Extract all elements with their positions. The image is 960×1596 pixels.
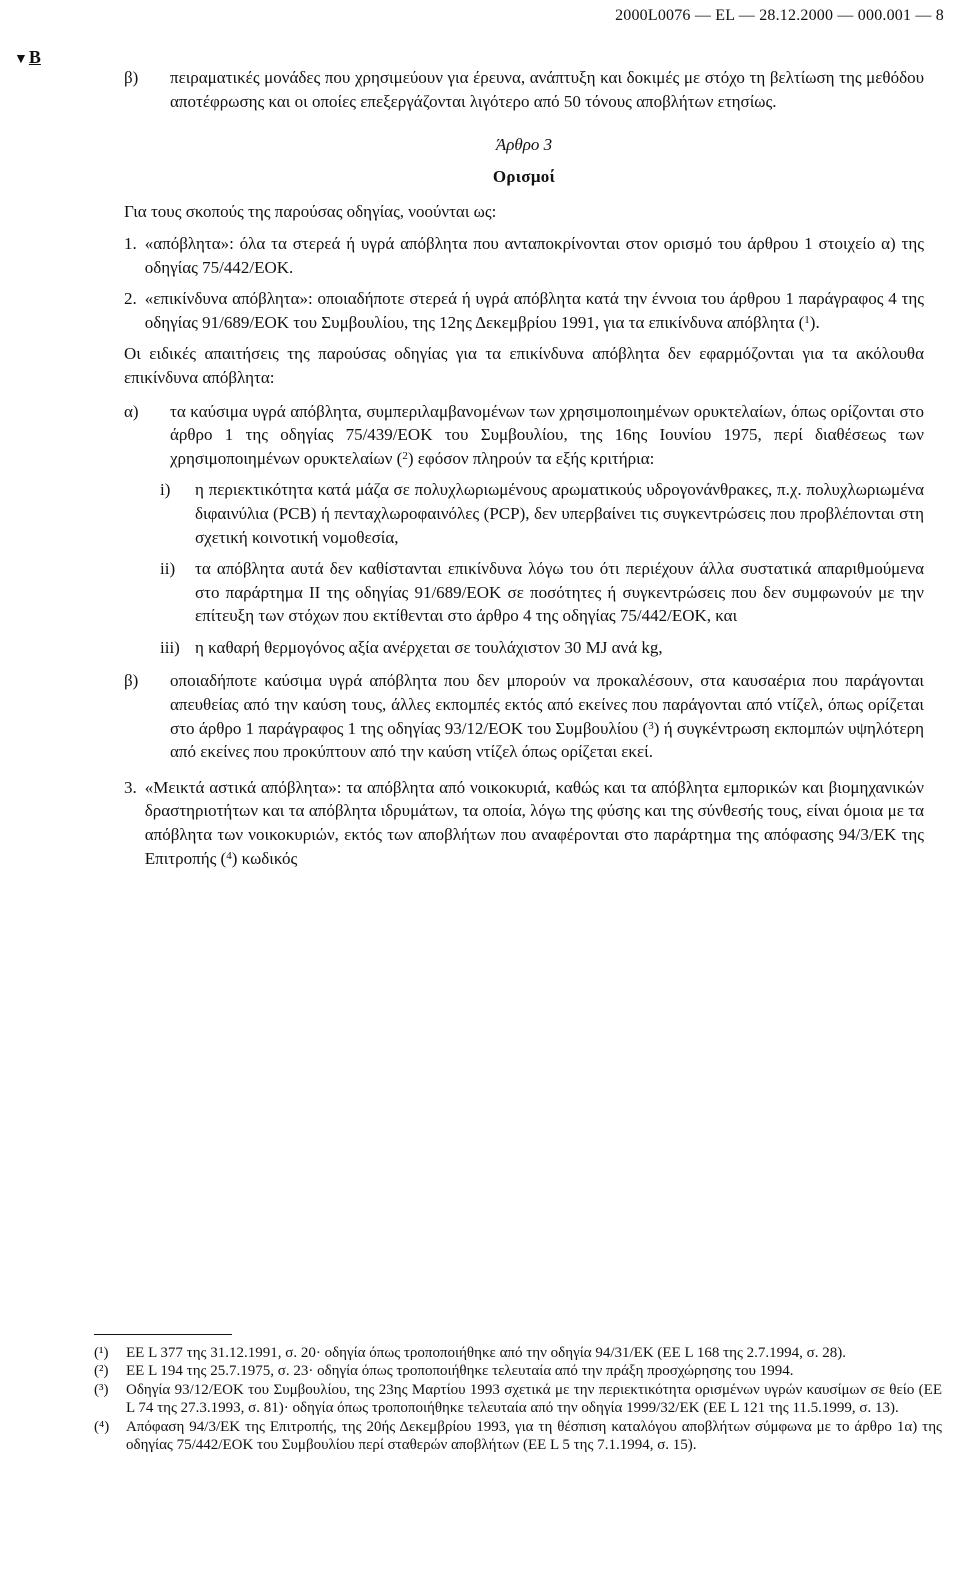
definition-number: 3. <box>124 777 137 797</box>
article-heading: Ορισμοί <box>492 166 556 186</box>
lead-paragraph: Για τους σκοπούς της παρούσας οδηγίας, νοούνται ως: <box>124 202 497 222</box>
consolidation-marker <box>14 46 41 72</box>
item-label: iii) <box>160 637 180 657</box>
item-text: πειραματικές μονάδες που χρησιμεύουν για έρευνα, ανάπτυξη και δοκιμές με στόχο τη βελτίωση της μεθόδου αποτέφρωσης και οι οποίες επεξεργάζονται λιγότερο από 50 τόνους αποβλήτων ετησίως. <box>170 68 924 111</box>
footnote-text: Οδηγία 93/12/ΕΟΚ του Συμβουλίου, της 23ης Μαρτίου 1993 σχετικά με την περιεκτικότητα ορισμένων υγρών καυσίμων σε θείο (ΕΕ L 74 της 27.3.1993, σ. 81)· οδηγία όπως τροποποιήθηκε τελευταία από την οδηγία 1999/32/ΕΚ (ΕΕ L 121 της 11.5.1999, σ. 13). <box>126 1381 942 1417</box>
definition-number: 2. <box>124 289 137 309</box>
item-label: i) <box>160 480 171 500</box>
criterion-iii <box>160 636 924 660</box>
definition-3 <box>124 776 924 870</box>
footnote-text: Απόφαση 94/3/ΕΚ της Επιτροπής, της 20ής Δεκεμβρίου 1993, για τη θέσπιση καταλόγου αποβλήτων σύμφωνα με το άρθρο 1α) της οδηγίας 75/442/ΕΟΚ του Συμβουλίου περί σταθερών αποβλήτων (ΕΕ L 5 της 7.1.1994, σ. 15). <box>126 1418 942 1454</box>
criterion-ii <box>160 557 924 628</box>
footnote-3 <box>94 1381 942 1418</box>
footnote-ref: 2 <box>402 449 408 462</box>
footnote-label: (⁴) <box>94 1418 110 1435</box>
definition-text: «επικίνδυνα απόβλητα»: οποιαδήποτε στερεά ή υγρά απόβλητα κατά την έννοια του άρθρου 1 παράγραφος 4 της οδηγίας 91/689/ΕΟΚ του Συμβουλίου, της 12ης Δεκεμβρίου 1991, για τα επικίνδυνα απόβλητα ($^1$). <box>144 289 924 332</box>
item-b-intro <box>124 66 924 113</box>
footnote-ref: 4 <box>226 849 232 862</box>
footnote-label: (³) <box>94 1381 109 1398</box>
footnote-text: ΕΕ L 194 της 25.7.1975, σ. 23· οδηγία όπως τροποποιήθηκε τελευταία από την πράξη προσχώρησης του 1994. <box>126 1363 794 1380</box>
footnote-2 <box>94 1362 942 1380</box>
document-body <box>124 66 924 870</box>
footnote-ref: 3 <box>648 719 654 732</box>
criterion-i <box>160 478 924 549</box>
item-label: β) <box>124 671 139 691</box>
article-title: Άρθρο 3 <box>495 135 553 155</box>
definition-text: «Μεικτά αστικά απόβλητα»: τα απόβλητα από νοικοκυριά, καθώς και τα απόβλητα εμπορικών και βιομηχανικών δραστηριοτήτων και τα απόβλητα ιδρυμάτων, τα οποία, λόγω της φύσης και της σύνθεσής τους, είναι όμοια με τα απόβλητα των νοικοκυριών, εκτός των αποβλήτων που αναφέρονται στο παράρτημα της απόφασης 94/3/ΕΚ της Επιτροπής ($^4$) κωδικός <box>144 777 924 868</box>
subitem-a <box>124 400 924 471</box>
definition-1 <box>124 232 924 279</box>
subitem-b <box>124 669 924 763</box>
footnotes <box>94 1344 942 1454</box>
item-text: τα απόβλητα αυτά δεν καθίστανται επικίνδυνα λόγω του ότι περιέχουν άλλα συστατικά απαριθμούμενα στο παράρτημα ΙΙ της οδηγίας 91/689/ΕΟΚ σε ποσότητες ή συγκεντρώσεις που δεν συμφωνούν με την επίτευξη των στόχων που εκτίθενται στο άρθρο 4 της οδηγίας 75/442/ΕΟΚ, και <box>195 559 924 626</box>
footnote-4 <box>94 1418 942 1455</box>
item-label: β) <box>124 68 139 87</box>
definition-number: 1. <box>124 233 137 253</box>
definition-text: «απόβλητα»: όλα τα στερεά ή υγρά απόβλητα που ανταποκρίνονται στον ορισμό του άρθρου 1 στοιχείο α) της οδηγίας 75/442/ΕΟΚ. <box>144 233 924 277</box>
definition-2 <box>124 287 924 334</box>
item-text: η καθαρή θερμογόνος αξία ανέρχεται σε τουλάχιστον 30 MJ ανά kg, <box>195 637 663 657</box>
triangle-down-icon: ▼ <box>14 52 28 67</box>
footnote-label: (²) <box>94 1363 109 1380</box>
footnote-separator <box>94 1334 232 1335</box>
definition-2-paragraph: Οι ειδικές απαιτήσεις της παρούσας οδηγίας για τα επικίνδυνα απόβλητα δεν εφαρμόζονται για τα ακόλουθα επικίνδυνα απόβλητα: <box>124 344 924 387</box>
document-header: 2000L0076 — EL — 28.12.2000 — 000.001 — 8 <box>615 7 944 24</box>
footnote-ref: 1 <box>804 313 810 326</box>
item-label: α) <box>124 401 139 421</box>
footnote-1 <box>94 1344 942 1362</box>
footnote-label: (¹) <box>94 1345 109 1361</box>
item-text: η περιεκτικότητα κατά μάζα σε πολυχλωριωμένους αρωματικούς υδρογονάνθρακες, π.χ. πολυχλωριωμένα διφαινύλια (PCB) ή πενταχλωροφαινόλες (PCP), δεν υπερβαίνει τις συγκεντρώσεις που προβλέπονται στη σχετική κοινοτική νομοθεσία, <box>195 480 924 547</box>
marker-label: B <box>28 47 41 67</box>
footnote-text: ΕΕ L 377 της 31.12.1991, σ. 20· οδηγία όπως τροποποιήθηκε από την οδηγία 94/31/ΕΚ (ΕΕ L 168 της 2.7.1994, σ. 28). <box>126 1345 846 1361</box>
item-text: τα καύσιμα υγρά απόβλητα, συμπεριλαμβανομένων των χρησιμοποιημένων ορυκτελαίων, όπως ορίζονται στο άρθρο 1 της οδηγίας 75/439/ΕΟΚ του Συμβουλίου, της 16ης Ιουνίου 1975, περί διαθέσεως των χρησιμοποιημένων ορυκτελαίων ($^2$) εφόσον πληρούν τα εξής κριτήρια: <box>170 401 924 468</box>
item-label: ii) <box>160 559 176 579</box>
item-text: οποιαδήποτε καύσιμα υγρά απόβλητα που δεν μπορούν να προκαλέσουν, στα καυσαέρια που παράγονται απευθείας από την καύση τους, άλλες εκπομπές εκτός από εκείνες που παράγονται από ντίζελ, όπως ορίζεται στο άρθρο 1 παράγραφος 1 της οδηγίας 93/12/ΕΟΚ του Συμβουλίου ($^3$) ή συγκέντρωση εκπομπών υψηλότερη από εκείνες που προκύπτουν από την καύση ντίζελ όπως ορίζεται εκεί. <box>170 671 924 762</box>
